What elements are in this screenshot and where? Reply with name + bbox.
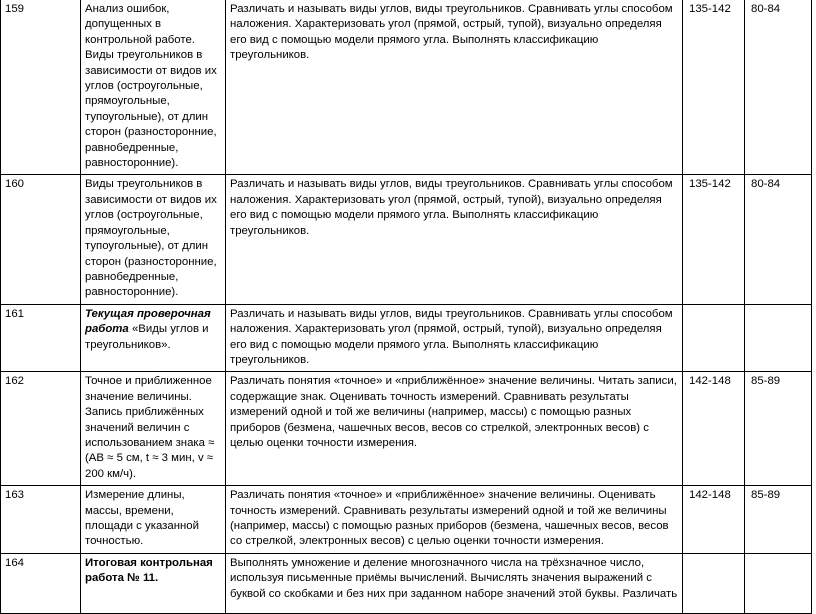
textbook-pages: 142-148 [683, 372, 745, 486]
lesson-activities: Различать понятия «точное» и «приближённое» значение величины. Оценивать точность измерений. Сравнивать результаты измерений одной и той же величины (например, массы) с помощью разных приборов (безмена, чашечных весов, весов со стрелкой, электронных весов) с целью оценки точности измерения. [226, 486, 683, 554]
table-row [1, 553, 812, 613]
textbook-pages: 135-142 [683, 0, 745, 175]
lesson-topic: Виды треугольников в зависимости от видов их углов (остроугольные, прямоугольные, тупоугольные), от длин сторон (разносторонние, равнобедренные, равносторонние). [81, 175, 226, 304]
workbook-pages [745, 553, 812, 613]
lesson-topic [81, 304, 226, 372]
test-type-label: Текущая проверочная работа [85, 307, 211, 336]
final-test-title: Итоговая контрольная работа № 11. [85, 556, 213, 585]
lesson-activities: Различать и называть виды углов, виды треугольников. Сравнивать углы способом наложения. Характеризовать угол (прямой, острый, тупой), визуально определяя его вид с помощью модели прямого угла. Выполнять классификацию треугольников. [226, 0, 683, 175]
workbook-pages: 85-89 [745, 372, 812, 486]
workbook-pages: 85-89 [745, 486, 812, 554]
textbook-pages: 135-142 [683, 175, 745, 304]
lesson-activities: Выполнять умножение и деление многозначного числа на трёхзначное число, используя письменные приёмы вычислений. Вычислять значения выражений с буквой со скобками и без них при заданном наборе значений этой буквы. Различать [226, 553, 683, 613]
lesson-number: 163 [1, 486, 81, 554]
lesson-topic: Точное и приближенное значение величины. Запись приближённых значений величин с использованием знака ≈ (АВ ≈ 5 см, t ≈ 3 мин, v ≈ 200 км/ч). [81, 372, 226, 486]
lesson-activities: Различать понятия «точное» и «приближённое» значение величины. Читать записи, содержащие знак. Оценивать точность измерений. Сравнивать результаты измерений одной и той же величины (например, массы) с помощью разных приборов (безмена, чашечных весов, весов со стрелкой, электронных весов) с целью оценки точности измерения. [226, 372, 683, 486]
lesson-number: 162 [1, 372, 81, 486]
textbook-pages [683, 553, 745, 613]
lesson-number: 159 [1, 0, 81, 175]
table-row [1, 0, 812, 175]
textbook-pages: 142-148 [683, 486, 745, 554]
test-subject: «Виды углов и треугольников». [85, 323, 209, 351]
workbook-pages: 80-84 [745, 0, 812, 175]
table-row [1, 175, 812, 304]
workbook-pages: 80-84 [745, 175, 812, 304]
textbook-pages [683, 304, 745, 372]
lesson-activities: Различать и называть виды углов, виды треугольников. Сравнивать углы способом наложения. Характеризовать угол (прямой, острый, тупой), визуально определяя его вид с помощью модели прямого угла. Выполнять классификацию треугольников. [226, 175, 683, 304]
lesson-number: 161 [1, 304, 81, 372]
lesson-topic: Измерение длины, массы, времени, площади с указанной точностью. [81, 486, 226, 554]
table-row [1, 372, 812, 486]
lesson-number: 164 [1, 553, 81, 613]
lesson-topic [81, 553, 226, 613]
lesson-activities: Различать и называть виды углов, виды треугольников. Сравнивать углы способом наложения. Характеризовать угол (прямой, острый, тупой), визуально определяя его вид с помощью модели прямого угла. Выполнять классификацию треугольников. [226, 304, 683, 372]
table-row [1, 486, 812, 554]
workbook-pages [745, 304, 812, 372]
lesson-topic: Анализ ошибок, допущенных в контрольной работе. Виды треугольников в зависимости от видов их углов (остроугольные, прямоугольные, тупоугольные), от длин сторон (разносторонние, равнобедренные, равносторонние). [81, 0, 226, 175]
lesson-number: 160 [1, 175, 81, 304]
table-row [1, 304, 812, 372]
